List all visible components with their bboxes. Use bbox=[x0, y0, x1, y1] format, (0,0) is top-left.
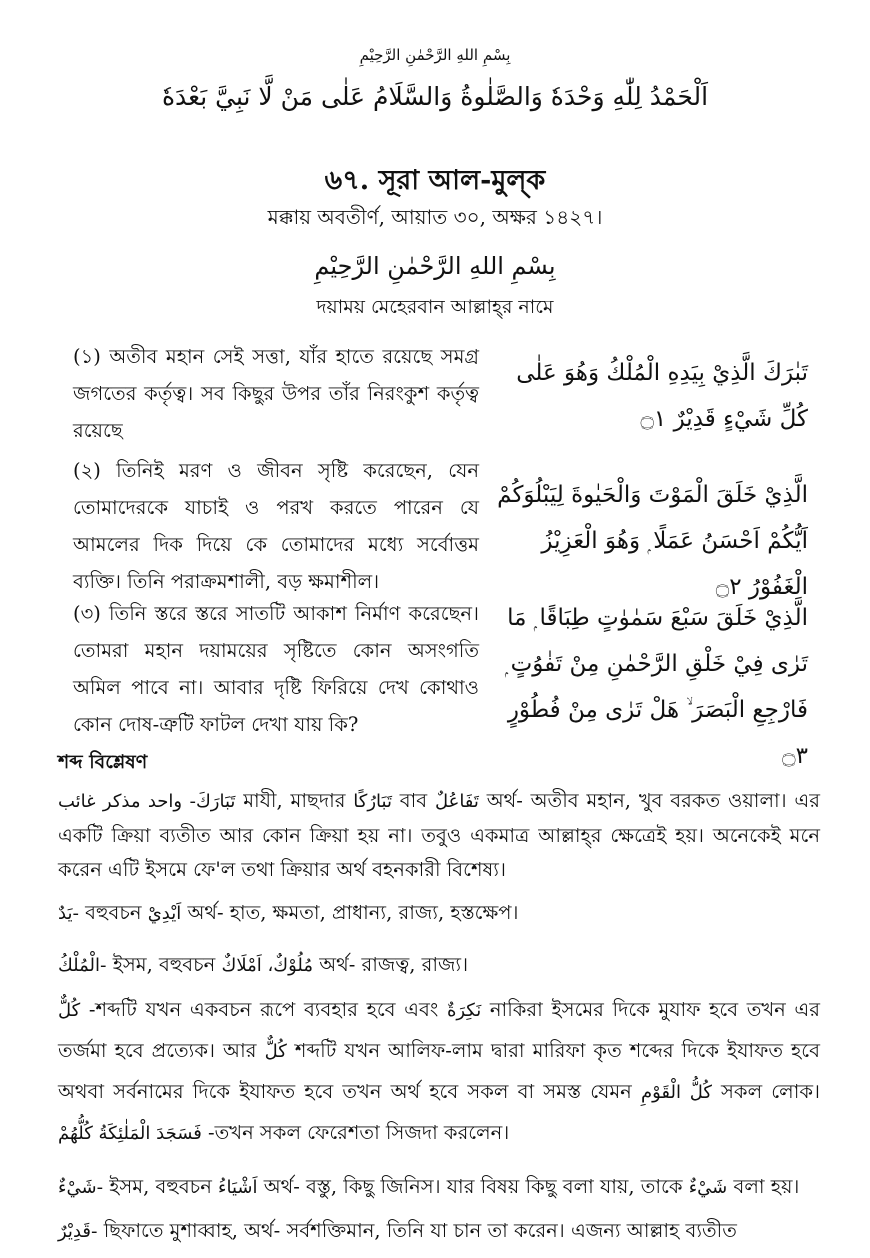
arabic-term: تَبَارُكًا bbox=[353, 791, 392, 812]
verse-1-arabic: تَبٰرَكَ الَّذِيْ بِيَدِهِ الْمُلْكُ وَهُوَ عَلٰى كُلِّ شَيْءٍ قَدِيْرٌ ۝١ bbox=[516, 360, 808, 432]
verse-1-translation: (১) অতীব মহান সেই সত্তা, যাঁর হাতে রয়েছে সমগ্র জগতের কর্তৃত্ব। সব কিছুর উপর তাঁর নিরংকুশ কর্তৃত্ব রয়েছে bbox=[73, 345, 479, 442]
arabic-term: كُلُّ الْقَوْمِ bbox=[640, 1082, 712, 1103]
analysis-yad bbox=[58, 896, 820, 931]
text: -শব্দটি যখন একবচন রূপে ব্যবহার হবে এবং bbox=[80, 998, 447, 1021]
text: অর্থ- রাজত্ব, রাজ্য। bbox=[313, 953, 469, 976]
text: মাযী, মাছদার bbox=[235, 789, 354, 812]
analysis-tabaraka bbox=[58, 784, 820, 887]
analysis-kull bbox=[58, 990, 820, 1154]
text: অর্থ- হাত, ক্ষমতা, প্রাধান্য, রাজ্য, হস্তক্ষেপ। bbox=[181, 901, 519, 924]
text: ছিফাতে মুশাব্বাহ, অর্থ- সর্বশক্তিমান, তিনি যা চান তা করেন। এজন্য আল্লাহ ব্যতীত bbox=[97, 1219, 737, 1242]
basmala: بِسْمِ اللهِ الرَّحْمٰنِ الرَّحِيْمِ bbox=[314, 252, 556, 280]
arabic-term: مُلُوْكٌ، اَمْلَاكٌ bbox=[221, 955, 313, 976]
text: নাকিরা ইসমের দিকে মুযাফ হবে তখন এর তর্জমা হবে প্রত্যেক। আর bbox=[58, 998, 820, 1062]
verse-2-arabic: الَّذِيْ خَلَقَ الْمَوْتَ وَالْحَيٰوةَ لِيَبْلُوَكُمْ اَيُّكُمْ اَحْسَنُ عَمَلًا ۭ وَهُوَ الْعَزِيْزُ الْغَفُوْرُ ۝٢ bbox=[497, 482, 808, 600]
arabic-term: يَدٌ- bbox=[58, 903, 79, 924]
text: শব্দটি যখন আলিফ-লাম দ্বারা মারিফা কৃত শব্দের দিকে ইযাফত হবে অথবা সর্বনামের দিকে ইযাফত হবে তখন অর্থ হবে সকল বা সমস্ত যেমন bbox=[58, 1039, 820, 1103]
word-analysis-heading: শব্দ বিশ্লেষণ bbox=[58, 751, 148, 773]
arabic-term: اَشْيَاءُ bbox=[218, 1177, 258, 1198]
verse-3-translation: (৩) তিনি স্তরে স্তরে সাতটি আকাশ নির্মাণ করেছেন। তোমরা মহান দয়াময়ের সৃষ্টিতে কোন অসংগতি অমিল পাবে না। আবার দৃষ্টি ফিরিয়ে দেখ কোথাও কোন দোষ-ত্রুটি ফাটল দেখা যায় কি? bbox=[73, 602, 479, 736]
text: সকল লোক। bbox=[711, 1080, 820, 1103]
hamd-line: اَلْحَمْدُ لِلّٰهِ وَحْدَهٗ وَالصَّلٰوةُ وَالسَّلَامُ عَلٰى مَنْ لَّا نَبِيَّ بَعْدَهٗ bbox=[161, 82, 709, 111]
arabic-term: تَبَارَكَ- واحد مذكر غائب bbox=[58, 791, 236, 812]
arabic-term: اَيْدِيْ bbox=[147, 903, 182, 924]
arabic-term: قَدِيْرٌ- bbox=[58, 1221, 98, 1242]
text: বলা হয়। bbox=[727, 1175, 800, 1198]
text: -তখন সকল ফেরেশতা সিজদা করলেন। bbox=[201, 1121, 510, 1144]
surah-title: ৬৭. সূরা আল-মুল্‌ক bbox=[324, 165, 546, 196]
arabic-term: كُلٌّ bbox=[264, 1041, 287, 1062]
arabic-term: الْمُلْكُ- bbox=[58, 955, 107, 976]
text: অর্থ- অতীব মহান, খুব বরকত ওয়ালা। এর একটি ক্রিয়া ব্যতীত আর কোন ক্রিয়া হয় না। তবুও একমাত্র আল্লাহ্‌র ক্ষেত্রেই হয়। অনেকেই মনে করেন এটি ইসমে ফে'ল তথা ক্রিয়ার অর্থ বহনকারী বিশেষ্য। bbox=[58, 789, 820, 881]
verse-2-translation: (২) তিনিই মরণ ও জীবন সৃষ্টি করেছেন, যেন তোমাদেরকে যাচাই ও পরখ করতে পারেন যে আমলের দিক দিয়ে কে তোমাদের মধ্যে সর্বোত্তম ব্যক্তি। তিনি পরাক্রমশালী, বড় ক্ষমাশীল। bbox=[73, 459, 479, 593]
text: ইসম, বহুবচন bbox=[103, 1175, 219, 1198]
analysis-mulk bbox=[58, 948, 820, 983]
basmala-translation: দয়াময় মেহেরবান আল্লাহ্‌র নামে bbox=[316, 296, 554, 318]
arabic-term: كُلٌّ bbox=[58, 1000, 81, 1021]
arabic-term: نَكِرَةٌ bbox=[446, 1000, 482, 1021]
verse-3-arabic: الَّذِيْ خَلَقَ سَبْعَ سَمٰوٰتٍ طِبَاقًا ۭ مَا تَرٰى فِيْ خَلْقِ الرَّحْمٰنِ مِنْ تَفٰوُتٍ ۭ فَارْجِعِ الْبَصَرَ ۙ هَلْ تَرٰى مِنْ فُطُوْرٍ ۝٣ bbox=[504, 605, 808, 769]
arabic-term: فَسَجَدَ الْمَلٰئِكَةُ كُلُّهُمْ bbox=[58, 1123, 202, 1144]
arabic-term: تَفَاعُلٌ bbox=[434, 791, 479, 812]
header-basmala: بِسْمِ اللهِ الرَّحْمٰنِ الرَّحِيْمِ bbox=[359, 46, 511, 64]
text: ইসম, বহুবচন bbox=[106, 953, 222, 976]
text: বহুবচন bbox=[78, 901, 148, 924]
arabic-term: شَيْءٌ- bbox=[58, 1177, 104, 1198]
analysis-shay bbox=[58, 1170, 820, 1205]
surah-info: মক্কায় অবতীর্ণ, আয়াত ৩০, অক্ষর ১৪২৭। bbox=[267, 205, 603, 229]
analysis-qadir bbox=[58, 1214, 820, 1249]
text: অর্থ- বস্তু, কিছু জিনিস। যার বিষয় কিছু বলা যায়, তাকে bbox=[257, 1175, 689, 1198]
text: বাব bbox=[391, 789, 435, 812]
arabic-term: شَيْءٌ bbox=[688, 1177, 728, 1198]
